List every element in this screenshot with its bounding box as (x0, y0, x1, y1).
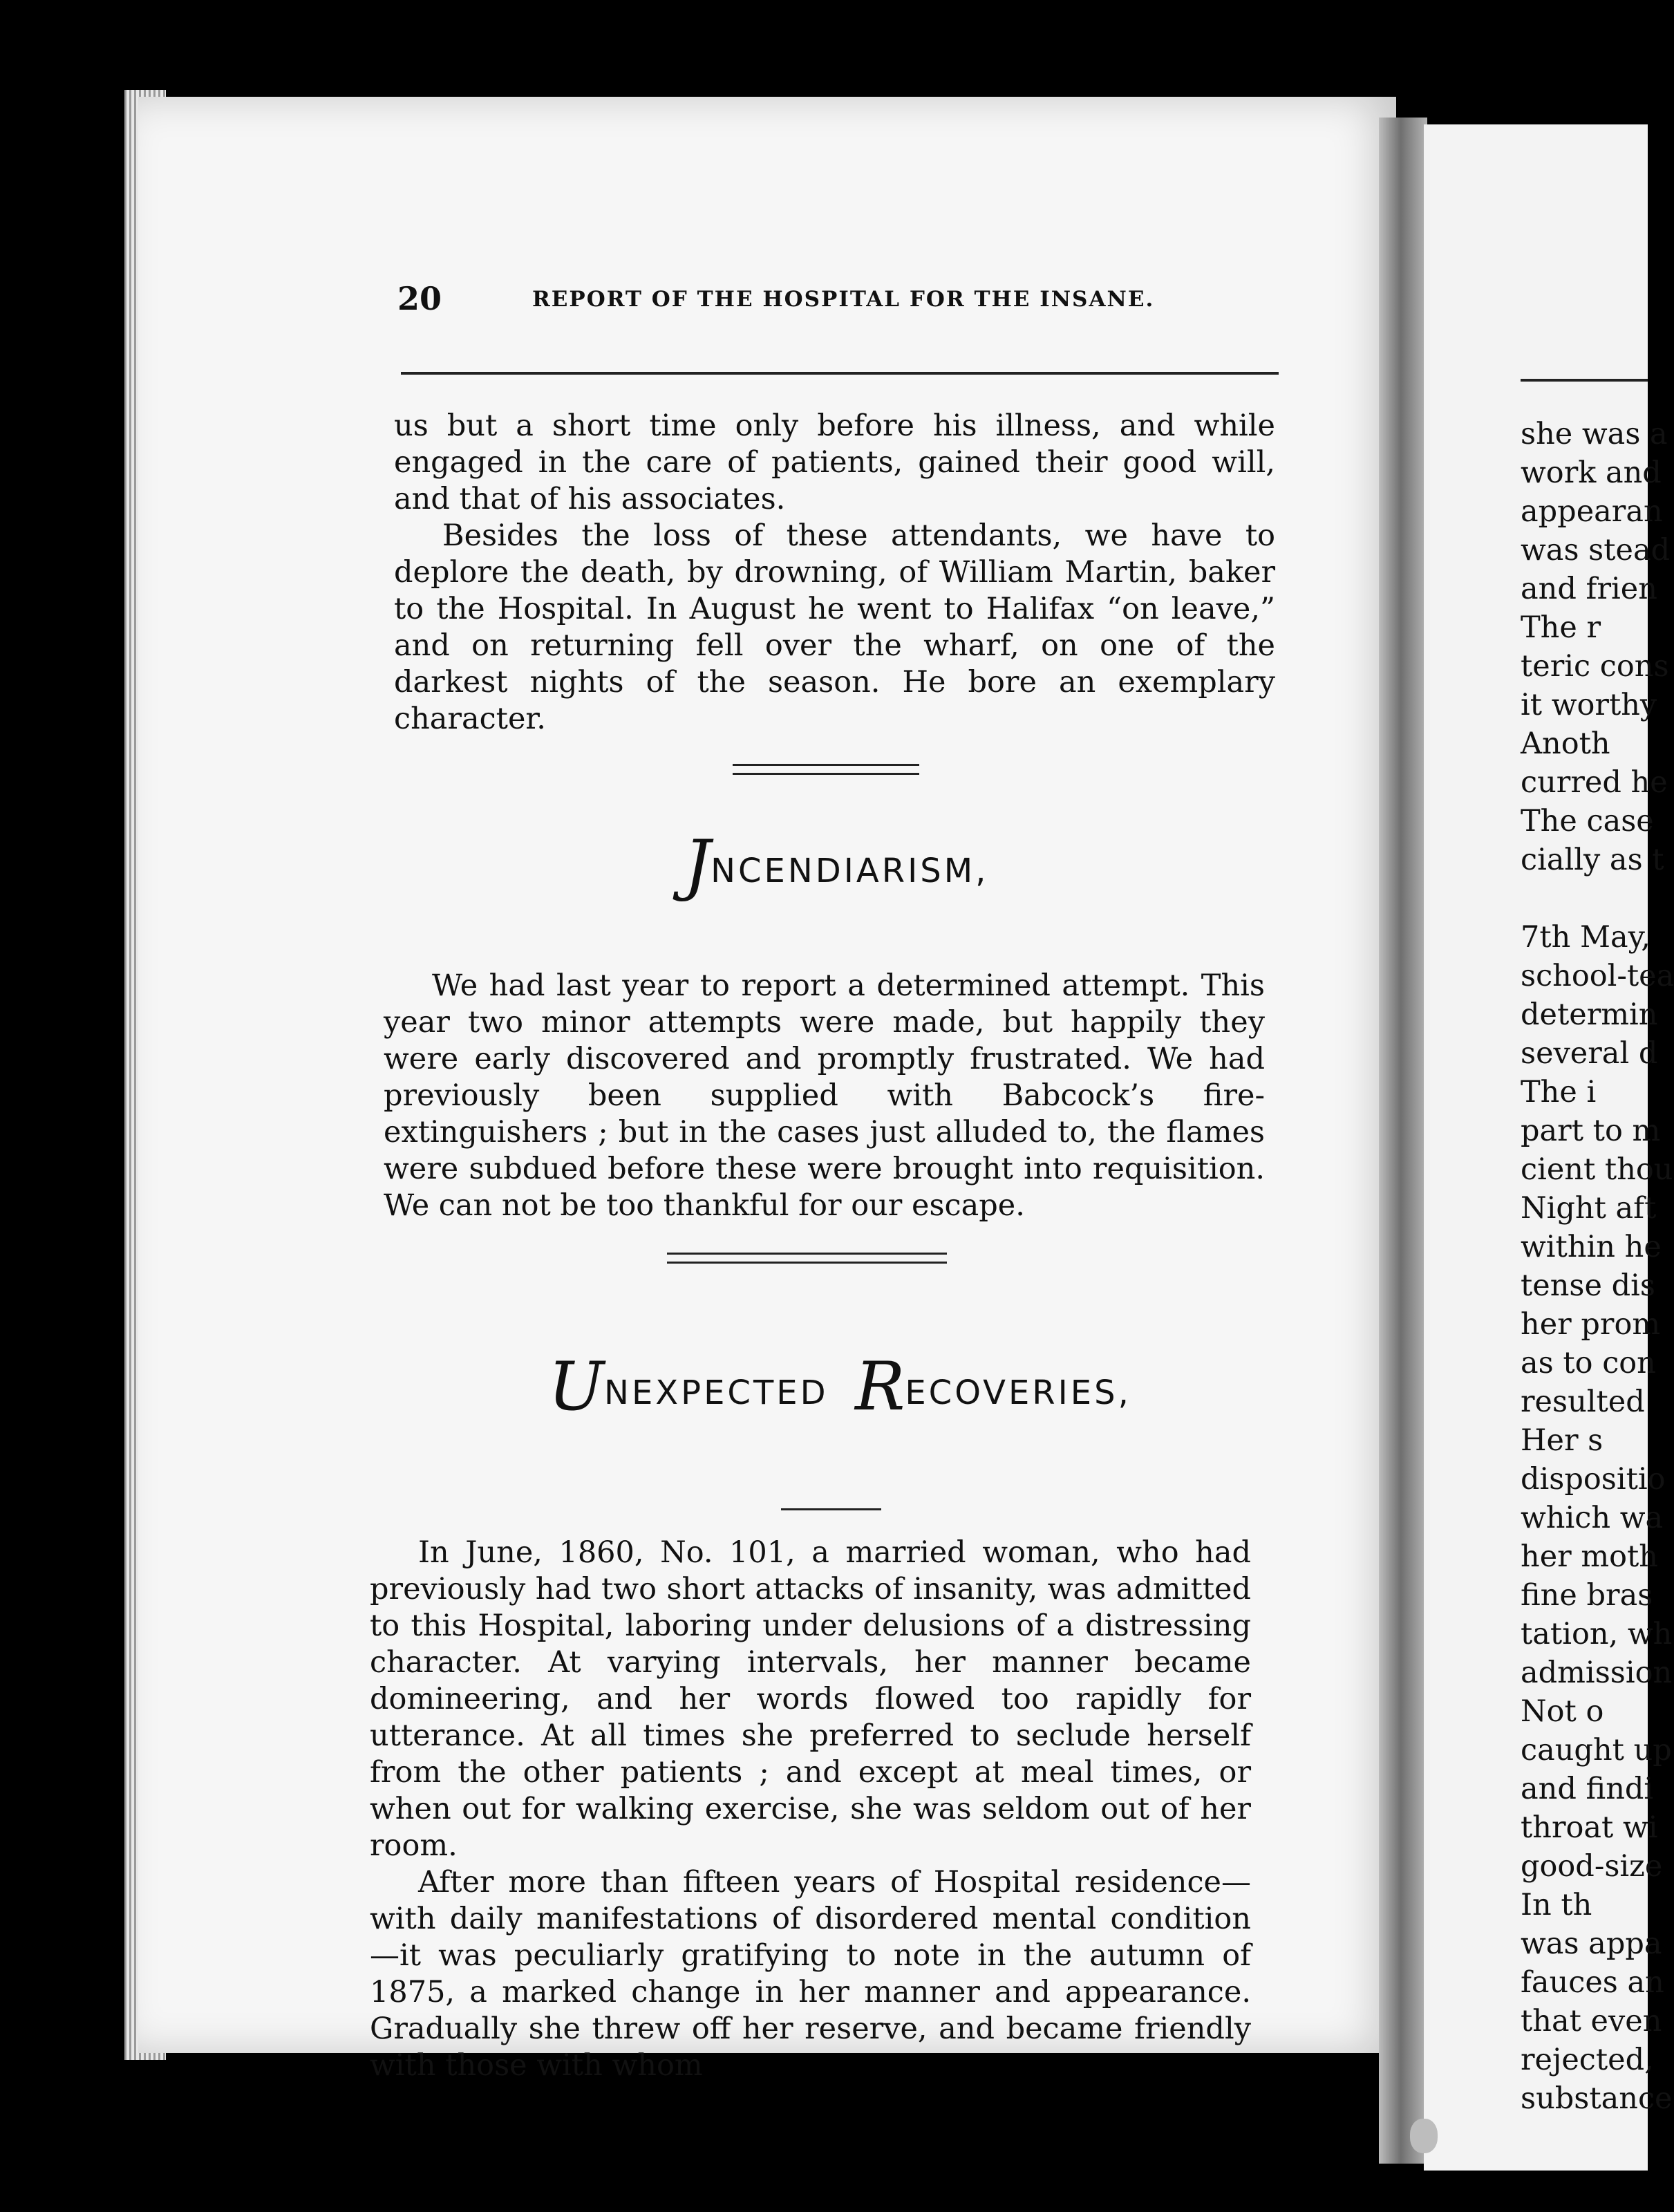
incendiarism-text (384, 968, 1265, 1224)
running-head: REPORT OF THE HOSPITAL FOR THE INSANE. (532, 287, 1155, 312)
right-page-line: cient thou (1521, 1152, 1673, 1187)
right-page-line: it worthy (1521, 688, 1657, 722)
page-number: 20 (397, 280, 442, 317)
right-page-line: Night aft (1521, 1191, 1657, 1226)
right-page-line: and frien (1521, 572, 1657, 606)
section-divider (733, 764, 919, 775)
section-divider (667, 1253, 947, 1264)
heading-text: ECOVERIES, (905, 1374, 1131, 1412)
section-heading-incendiarism (622, 826, 1051, 903)
right-page-line: The i (1521, 1075, 1597, 1109)
right-page-line: In th (1521, 1888, 1592, 1922)
right-page-line: cially as t (1521, 843, 1664, 877)
book-gutter (1379, 118, 1427, 2164)
right-page-line: resulted (1521, 1385, 1645, 1419)
right-page-lines (1521, 415, 1674, 2118)
right-page-line: which wa (1521, 1501, 1664, 1535)
heading-initial: U (548, 1348, 605, 1425)
right-page-line: Her s (1521, 1423, 1604, 1458)
right-page-line: was appa (1521, 1927, 1662, 1961)
right-page-line: The case (1521, 804, 1654, 838)
right-page-line: throat wi (1521, 1810, 1658, 1845)
section-heading-unexpected-recoveries (508, 1348, 1172, 1425)
heading-initial: R (855, 1348, 905, 1425)
recoveries-text (370, 1535, 1251, 2084)
right-page-line: 7th May, (1521, 920, 1651, 955)
right-page-line: she was a (1521, 417, 1668, 451)
right-page-line: admission (1521, 1656, 1673, 1690)
paragraph: us but a short time only before his illness, and while engaged in the care of patients, gained their good will, and that of his associates. (394, 409, 1275, 516)
right-page-line: tation, wh (1521, 1617, 1673, 1651)
right-page-line: determin (1521, 997, 1658, 1032)
right-page-line: her prom (1521, 1307, 1661, 1342)
heading-tail: M, (943, 852, 989, 890)
heading-initial: J (684, 826, 711, 903)
right-header-rule (1521, 379, 1648, 382)
scan-blot (1410, 2119, 1438, 2153)
right-page-line: tense dis (1521, 1268, 1655, 1303)
right-page-line: work and (1521, 456, 1662, 490)
right-page-line: that even (1521, 2004, 1662, 2038)
right-page-line: rejected, (1521, 2043, 1654, 2077)
heading-text: NEXPECTED (604, 1374, 829, 1412)
right-page-line (1521, 879, 1648, 918)
right-page-line: caught up (1521, 1733, 1672, 1768)
right-page-line: several d (1521, 1036, 1658, 1071)
right-page-line: fauces an (1521, 1965, 1664, 2000)
right-page-line: appearan (1521, 494, 1663, 529)
paragraph: In June, 1860, No. 101, a married woman, who had previously had two short attacks of insanity, was admitted to this Hospital, laboring under delusions of a distressing character. At varying intervals, her manner became domineering, and her words flowed too rapidly for utterance. At all times she preferred to seclude herself from the other patients ; and except at meal times, or when out for walking exercise, she was seldom out of her room. (370, 1535, 1251, 1863)
right-page-line: within he (1521, 1230, 1662, 1264)
paragraph: After more than fifteen years of Hospital residence—with daily manifestations of disordered mental condition—it was peculiarly gratifying to note in the autumn of 1875, a marked change in her manner and appearance. Gradually she threw off her reserve, and became friendly with those with whom (370, 1865, 1251, 2083)
right-page-line: curred he (1521, 765, 1668, 800)
right-page-line: Anoth (1521, 727, 1610, 761)
right-page-line: as to con (1521, 1346, 1656, 1380)
right-page-line: The r (1521, 610, 1601, 645)
right-page-line: good-size (1521, 1849, 1663, 1884)
right-page-line: her moth (1521, 1539, 1659, 1574)
right-page-line: school-tea (1521, 959, 1674, 993)
heading-text: NCENDIARIS (711, 852, 944, 890)
right-page-line: Not o (1521, 1694, 1604, 1729)
paragraph: Besides the loss of these attendants, we have to deplore the death, by drowning, of William Martin, baker to the Hospital. In August he went to Halifax “on leave,” and on returning fell over the wharf, on one of the darkest nights of the season. He bore an exemplary character. (394, 518, 1275, 736)
page-header (397, 280, 1282, 328)
right-page-line: fine bras (1521, 1578, 1653, 1613)
header-rule (401, 372, 1279, 375)
paragraph: We had last year to report a determined attempt. This year two minor attempts were made, but happily they were early discovered and promptly frustrated. We had previously been supplied with Babcock’s fire-extinguishers ; but in the cases just alluded to, the flames were subdued before these were brought into requisition. We can not be too thankful for our escape. (384, 968, 1265, 1223)
right-page-line: substance (1521, 2081, 1673, 2116)
right-page-line: and findi (1521, 1772, 1654, 1806)
right-page-text (1521, 415, 1674, 2118)
right-page-line: teric cons (1521, 649, 1669, 684)
top-text-block (394, 408, 1275, 738)
right-page-line: dispositio (1521, 1462, 1666, 1497)
right-page-line: part to m (1521, 1114, 1661, 1148)
right-page-line: was stead (1521, 533, 1671, 568)
heading-underline (781, 1508, 881, 1510)
